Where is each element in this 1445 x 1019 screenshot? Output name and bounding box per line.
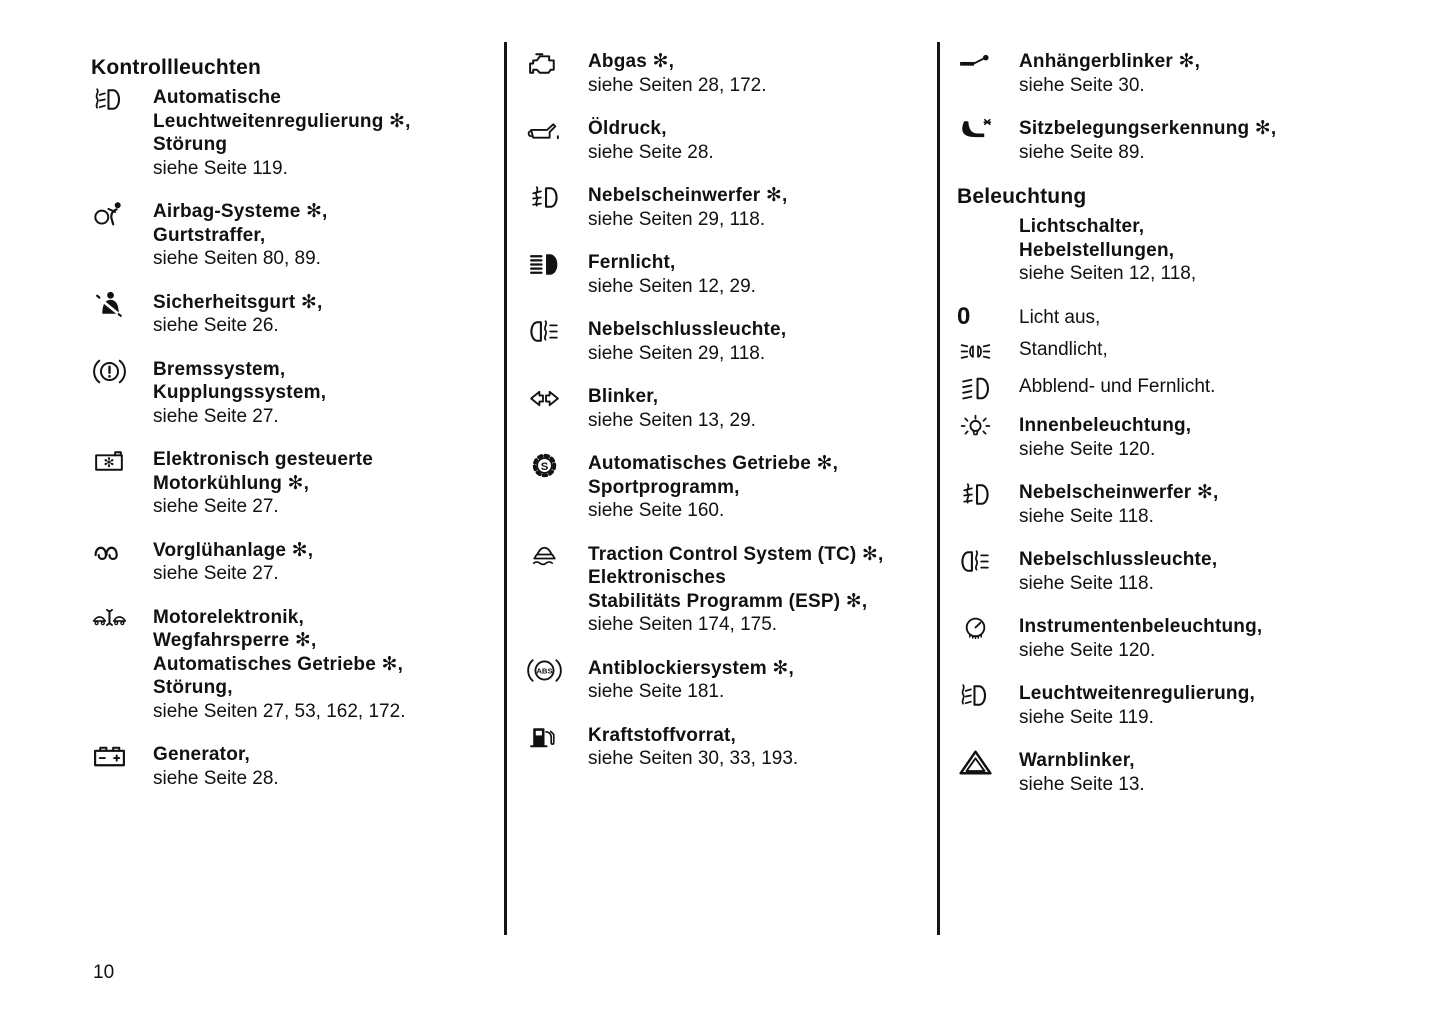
item-title-line: Störung, [153, 677, 233, 698]
item-title-line: Stabilitäts Programm (ESP) ✻, [588, 590, 868, 612]
rear-fog-icon [957, 548, 1019, 595]
item-title-line: Sitzbelegungserkennung ✻, [1019, 118, 1277, 139]
high-beam-icon [526, 251, 588, 298]
item-title-line: Leuchtweitenregulierung, [1019, 683, 1255, 704]
indicator-item [526, 724, 936, 771]
item-title-line: Kraftstoffvorrat, [588, 724, 737, 746]
trailer-hitch-icon [957, 50, 1019, 97]
item-title-line: Elektronisches [588, 567, 726, 588]
item-title-line: Elektronisch gesteuerte [153, 449, 374, 470]
item-text [588, 657, 794, 704]
item-note-line: siehe Seite 28. [153, 767, 279, 789]
engine-electronics-icon [91, 606, 153, 724]
interior-light-icon [957, 414, 1019, 461]
indicator-item [957, 375, 1444, 403]
indicator-item [91, 743, 503, 790]
item-title-line: Nebelschlussleuchte, [1019, 549, 1218, 570]
indicator-item [526, 543, 936, 637]
indicator-item [957, 548, 1444, 595]
oil-pressure-icon [526, 117, 588, 164]
item-title-line: Blinker, [588, 386, 659, 407]
item-text [153, 606, 405, 724]
item-text [1019, 548, 1217, 595]
item-note-line: siehe Seite 26. [153, 315, 279, 336]
column-beleuchtung [957, 50, 1444, 816]
item-title-line: Störung [153, 134, 228, 155]
svg-text:ABS: ABS [536, 666, 553, 676]
engine-icon [526, 50, 588, 97]
headlamp-leveling-icon [91, 86, 153, 180]
item-text [1019, 749, 1145, 796]
item-text [1019, 215, 1196, 286]
item-title-line: Traction Control System (TC) ✻, [588, 543, 884, 565]
item-title-line: Leuchtweitenregulierung ✻, [153, 110, 411, 132]
item-note-line: siehe Seiten 29, 118. [588, 208, 766, 230]
front-fog-icon [526, 184, 588, 231]
item-note-line: siehe Seite 13. [1019, 773, 1145, 795]
indicator-item [957, 682, 1444, 729]
item-note-line: Abblend- und Fernlicht. [1019, 376, 1216, 397]
front-fog-icon [957, 481, 1019, 528]
item-title-line: Nebelscheinwerfer ✻, [588, 185, 788, 206]
item-title-line: Instrumentenbeleuchtung, [1019, 616, 1263, 637]
item-note-line: siehe Seiten 27, 53, 162, 172. [153, 700, 406, 722]
item-note-line: siehe Seite 119. [153, 157, 288, 179]
indicator-item [957, 749, 1444, 796]
indicator-item [91, 606, 503, 724]
item-text [1019, 481, 1218, 528]
item-note-line: siehe Seiten 174, 175. [588, 614, 778, 635]
column-kontrollleuchten [91, 55, 503, 810]
brake-warning-icon [91, 358, 153, 429]
item-text [153, 200, 328, 271]
item-title-line: Anhängerblinker ✻, [1019, 51, 1201, 72]
item-title-line: Nebelschlussleuchte, [588, 319, 787, 340]
item-title-line: Innenbeleuchtung, [1019, 415, 1192, 436]
item-text [588, 50, 767, 97]
item-title-line: Automatisches Getriebe ✻, [153, 653, 404, 675]
item-text [153, 448, 373, 519]
item-text [1019, 50, 1200, 97]
heading-kontrollleuchten: Kontrollleuchten [91, 56, 262, 79]
item-title-line: Bremssystem, [153, 358, 286, 380]
item-note-line: Standlicht, [1019, 339, 1108, 360]
indicator-item [526, 50, 936, 97]
hazard-icon [957, 749, 1019, 796]
item-note-line: siehe Seite 27. [153, 496, 279, 517]
battery-icon [91, 743, 153, 790]
item-note-line: siehe Seiten 12, 118, [1019, 263, 1197, 284]
item-text [588, 385, 756, 432]
item-text [588, 452, 838, 523]
item-note-line: siehe Seite 89. [1019, 141, 1145, 163]
item-text [153, 291, 322, 338]
item-text [588, 543, 884, 637]
esp-icon [526, 543, 588, 637]
indicator-item [91, 86, 503, 180]
item-note-line: Licht aus, [1019, 306, 1101, 328]
column-divider [504, 42, 507, 935]
indicator-item [957, 615, 1444, 662]
item-note-line: siehe Seite 118. [1019, 572, 1154, 594]
item-title-line: Motorelektronik, [153, 606, 304, 628]
item-note-line: siehe Seite 181. [588, 681, 725, 702]
abs-icon [526, 657, 588, 704]
indicator-item [91, 539, 503, 586]
item-note-line: siehe Seite 118. [1019, 505, 1154, 527]
indicator-item [957, 117, 1444, 164]
item-title-line: Vorglühanlage ✻, [153, 539, 314, 561]
item-title-line: Öldruck, [588, 118, 667, 139]
svg-text:S: S [540, 460, 549, 473]
item-note-line: siehe Seite 120. [1019, 639, 1156, 661]
rear-fog-icon [526, 318, 588, 365]
indicator-item [957, 215, 1444, 286]
item-text [1019, 615, 1262, 662]
indicator-item [526, 117, 936, 164]
indicator-item [91, 448, 503, 519]
item-note-line: siehe Seite 28. [588, 141, 714, 163]
item-text [1019, 414, 1191, 461]
item-text [1019, 375, 1215, 403]
item-text [1019, 306, 1100, 330]
parking-light-icon [957, 338, 1019, 366]
item-note-line: siehe Seite 30. [1019, 74, 1145, 96]
indicator-item [526, 184, 936, 231]
item-note-line: siehe Seiten 29, 118. [588, 342, 766, 364]
item-note-line: siehe Seiten 28, 172. [588, 74, 767, 96]
airbag-icon [91, 200, 153, 271]
item-title-line: Abgas ✻, [588, 51, 675, 72]
item-title-line: Kupplungssystem, [153, 382, 327, 403]
indicator-item [91, 358, 503, 429]
svg-text:✻: ✻ [103, 455, 115, 471]
item-title-line: Antiblockiersystem ✻, [588, 657, 794, 679]
item-text [153, 743, 279, 790]
item-note-line: siehe Seiten 80, 89. [153, 248, 321, 269]
indicator-item [526, 385, 936, 432]
item-text [588, 184, 787, 231]
item-text [153, 86, 411, 180]
item-note-line: siehe Seiten 30, 33, 193. [588, 748, 799, 769]
item-text [588, 117, 714, 164]
item-note-line: siehe Seiten 12, 29. [588, 275, 756, 297]
icon-spacer [957, 215, 1019, 286]
item-title-line: Wegfahrsperre ✻, [153, 630, 317, 651]
indicator-item [526, 251, 936, 298]
item-title-line: Fernlicht, [588, 252, 676, 273]
item-title-line: Hebelstellungen, [1019, 239, 1175, 261]
item-note-line: siehe Seite 120. [1019, 438, 1156, 460]
instrument-light-icon [957, 615, 1019, 662]
indicator-item [526, 318, 936, 365]
item-note-line: siehe Seiten 13, 29. [588, 409, 756, 431]
turn-signal-icon [526, 385, 588, 432]
item-text [1019, 117, 1276, 164]
indicator-item [526, 657, 936, 704]
item-text [1019, 338, 1108, 366]
glow-plug-icon [91, 539, 153, 586]
item-note-line: siehe Seite 27. [153, 563, 279, 584]
indicator-item [91, 291, 503, 338]
item-note-line: siehe Seite 27. [153, 405, 279, 427]
item-title-line: Motorkühlung ✻, [153, 472, 310, 494]
item-text [1019, 682, 1255, 729]
item-text [588, 251, 756, 298]
page-number: 10 [93, 962, 115, 983]
item-title-line: Warnblinker, [1019, 750, 1135, 771]
heading-beleuchtung: Beleuchtung [957, 185, 1087, 208]
light-off-icon: 0 [957, 302, 971, 330]
item-title-line: Sportprogramm, [588, 476, 740, 498]
item-title-line: Gurtstraffer, [153, 224, 266, 246]
indicator-item [957, 338, 1444, 366]
indicator-item [957, 414, 1444, 461]
item-title-line: Sicherheitsgurt ✻, [153, 291, 323, 313]
indicator-item [957, 481, 1444, 528]
item-note-line: siehe Seite 160. [588, 500, 725, 521]
item-title-line: Airbag-Systeme ✻, [153, 201, 328, 222]
engine-cooling-icon [91, 448, 153, 519]
seatbelt-icon [91, 291, 153, 338]
seat-occupancy-icon [957, 117, 1019, 164]
headlamp-leveling-icon [957, 682, 1019, 729]
indicator-item [526, 452, 936, 523]
item-title-line: Generator, [153, 744, 251, 765]
item-note-line: siehe Seite 119. [1019, 706, 1154, 728]
column-divider [937, 42, 940, 935]
indicator-item [957, 50, 1444, 97]
item-text [588, 318, 786, 365]
indicator-item [91, 200, 503, 271]
item-title-line: Automatische [153, 87, 282, 108]
low-high-beam-icon [957, 375, 1019, 403]
indicator-item [957, 302, 1444, 330]
item-title-line: Lichtschalter, [1019, 216, 1145, 237]
item-text [153, 539, 313, 586]
item-title-line: Automatisches Getriebe ✻, [588, 453, 839, 474]
column-middle [526, 50, 936, 791]
gear-sport-icon [526, 452, 588, 523]
fuel-pump-icon [526, 724, 588, 771]
item-title-line: Nebelscheinwerfer ✻, [1019, 482, 1219, 503]
item-text [153, 358, 326, 429]
item-text [588, 724, 798, 771]
